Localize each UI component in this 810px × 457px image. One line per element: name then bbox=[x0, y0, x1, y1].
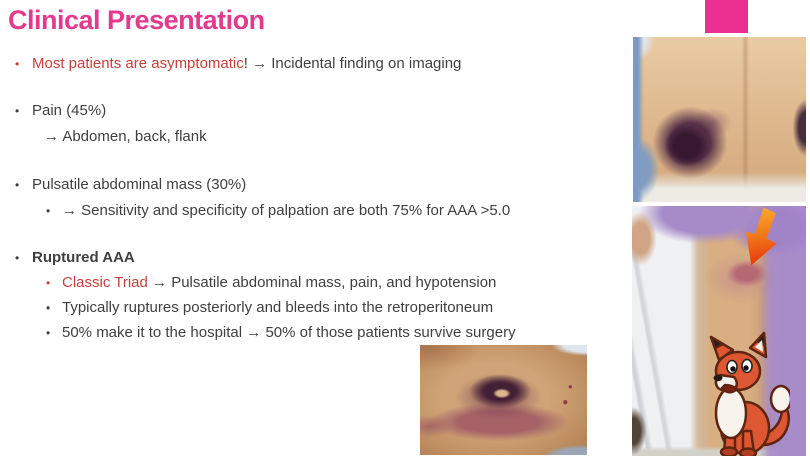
bullet-line bbox=[10, 101, 626, 121]
bullet-line bbox=[10, 54, 626, 74]
bullet-line bbox=[10, 127, 626, 146]
bullet-dot: • bbox=[46, 276, 51, 290]
abdomen-bruising-photo bbox=[420, 345, 587, 455]
cartoon-fox-icon bbox=[698, 331, 790, 456]
text-segment: → Abdomen, back, flank bbox=[44, 128, 207, 145]
text-segment: 50% make it to the hospital → 50% of those patients survive surgery bbox=[62, 324, 516, 341]
down-arrow-icon bbox=[732, 206, 789, 275]
bullet-line bbox=[10, 323, 626, 343]
bullet-dot: • bbox=[15, 251, 20, 265]
text-segment: Pulsatile abdominal mass (30%) bbox=[32, 176, 247, 193]
bullet-list bbox=[10, 54, 626, 343]
bullet-dot: • bbox=[46, 326, 51, 340]
bullet-line bbox=[10, 175, 626, 195]
accent-bar bbox=[705, 0, 748, 33]
text-segment: → Sensitivity and specificity of palpation are both 75% for AAA >5.0 bbox=[62, 202, 511, 219]
bullet-line bbox=[10, 298, 626, 318]
bullet-dot: • bbox=[15, 57, 20, 71]
bullet-dot: • bbox=[46, 301, 51, 315]
bullet-dot: • bbox=[46, 204, 51, 218]
text-segment: ! → Incidental finding on imaging bbox=[243, 55, 462, 72]
text-segment: Most patients are asymptomatic bbox=[32, 55, 244, 72]
bullet-line bbox=[10, 201, 626, 221]
page-title: Clinical Presentation bbox=[8, 5, 265, 35]
text-segment: → Pulsatile abdominal mass, pain, and hypotension bbox=[152, 274, 497, 291]
bullet-dot: • bbox=[15, 104, 20, 118]
bullet-line bbox=[10, 248, 626, 268]
text-segment: Typically ruptures posteriorly and bleeds into the retroperitoneum bbox=[62, 299, 494, 316]
bullet-line bbox=[10, 273, 626, 293]
text-segment: Pain (45%) bbox=[32, 102, 107, 119]
bullet-dot: • bbox=[15, 178, 20, 192]
thigh-bruising-photo bbox=[632, 206, 806, 456]
text-segment: Classic Triad bbox=[62, 274, 153, 291]
back-bruising-photo bbox=[633, 37, 806, 202]
text-segment: Ruptured AAA bbox=[32, 249, 135, 266]
